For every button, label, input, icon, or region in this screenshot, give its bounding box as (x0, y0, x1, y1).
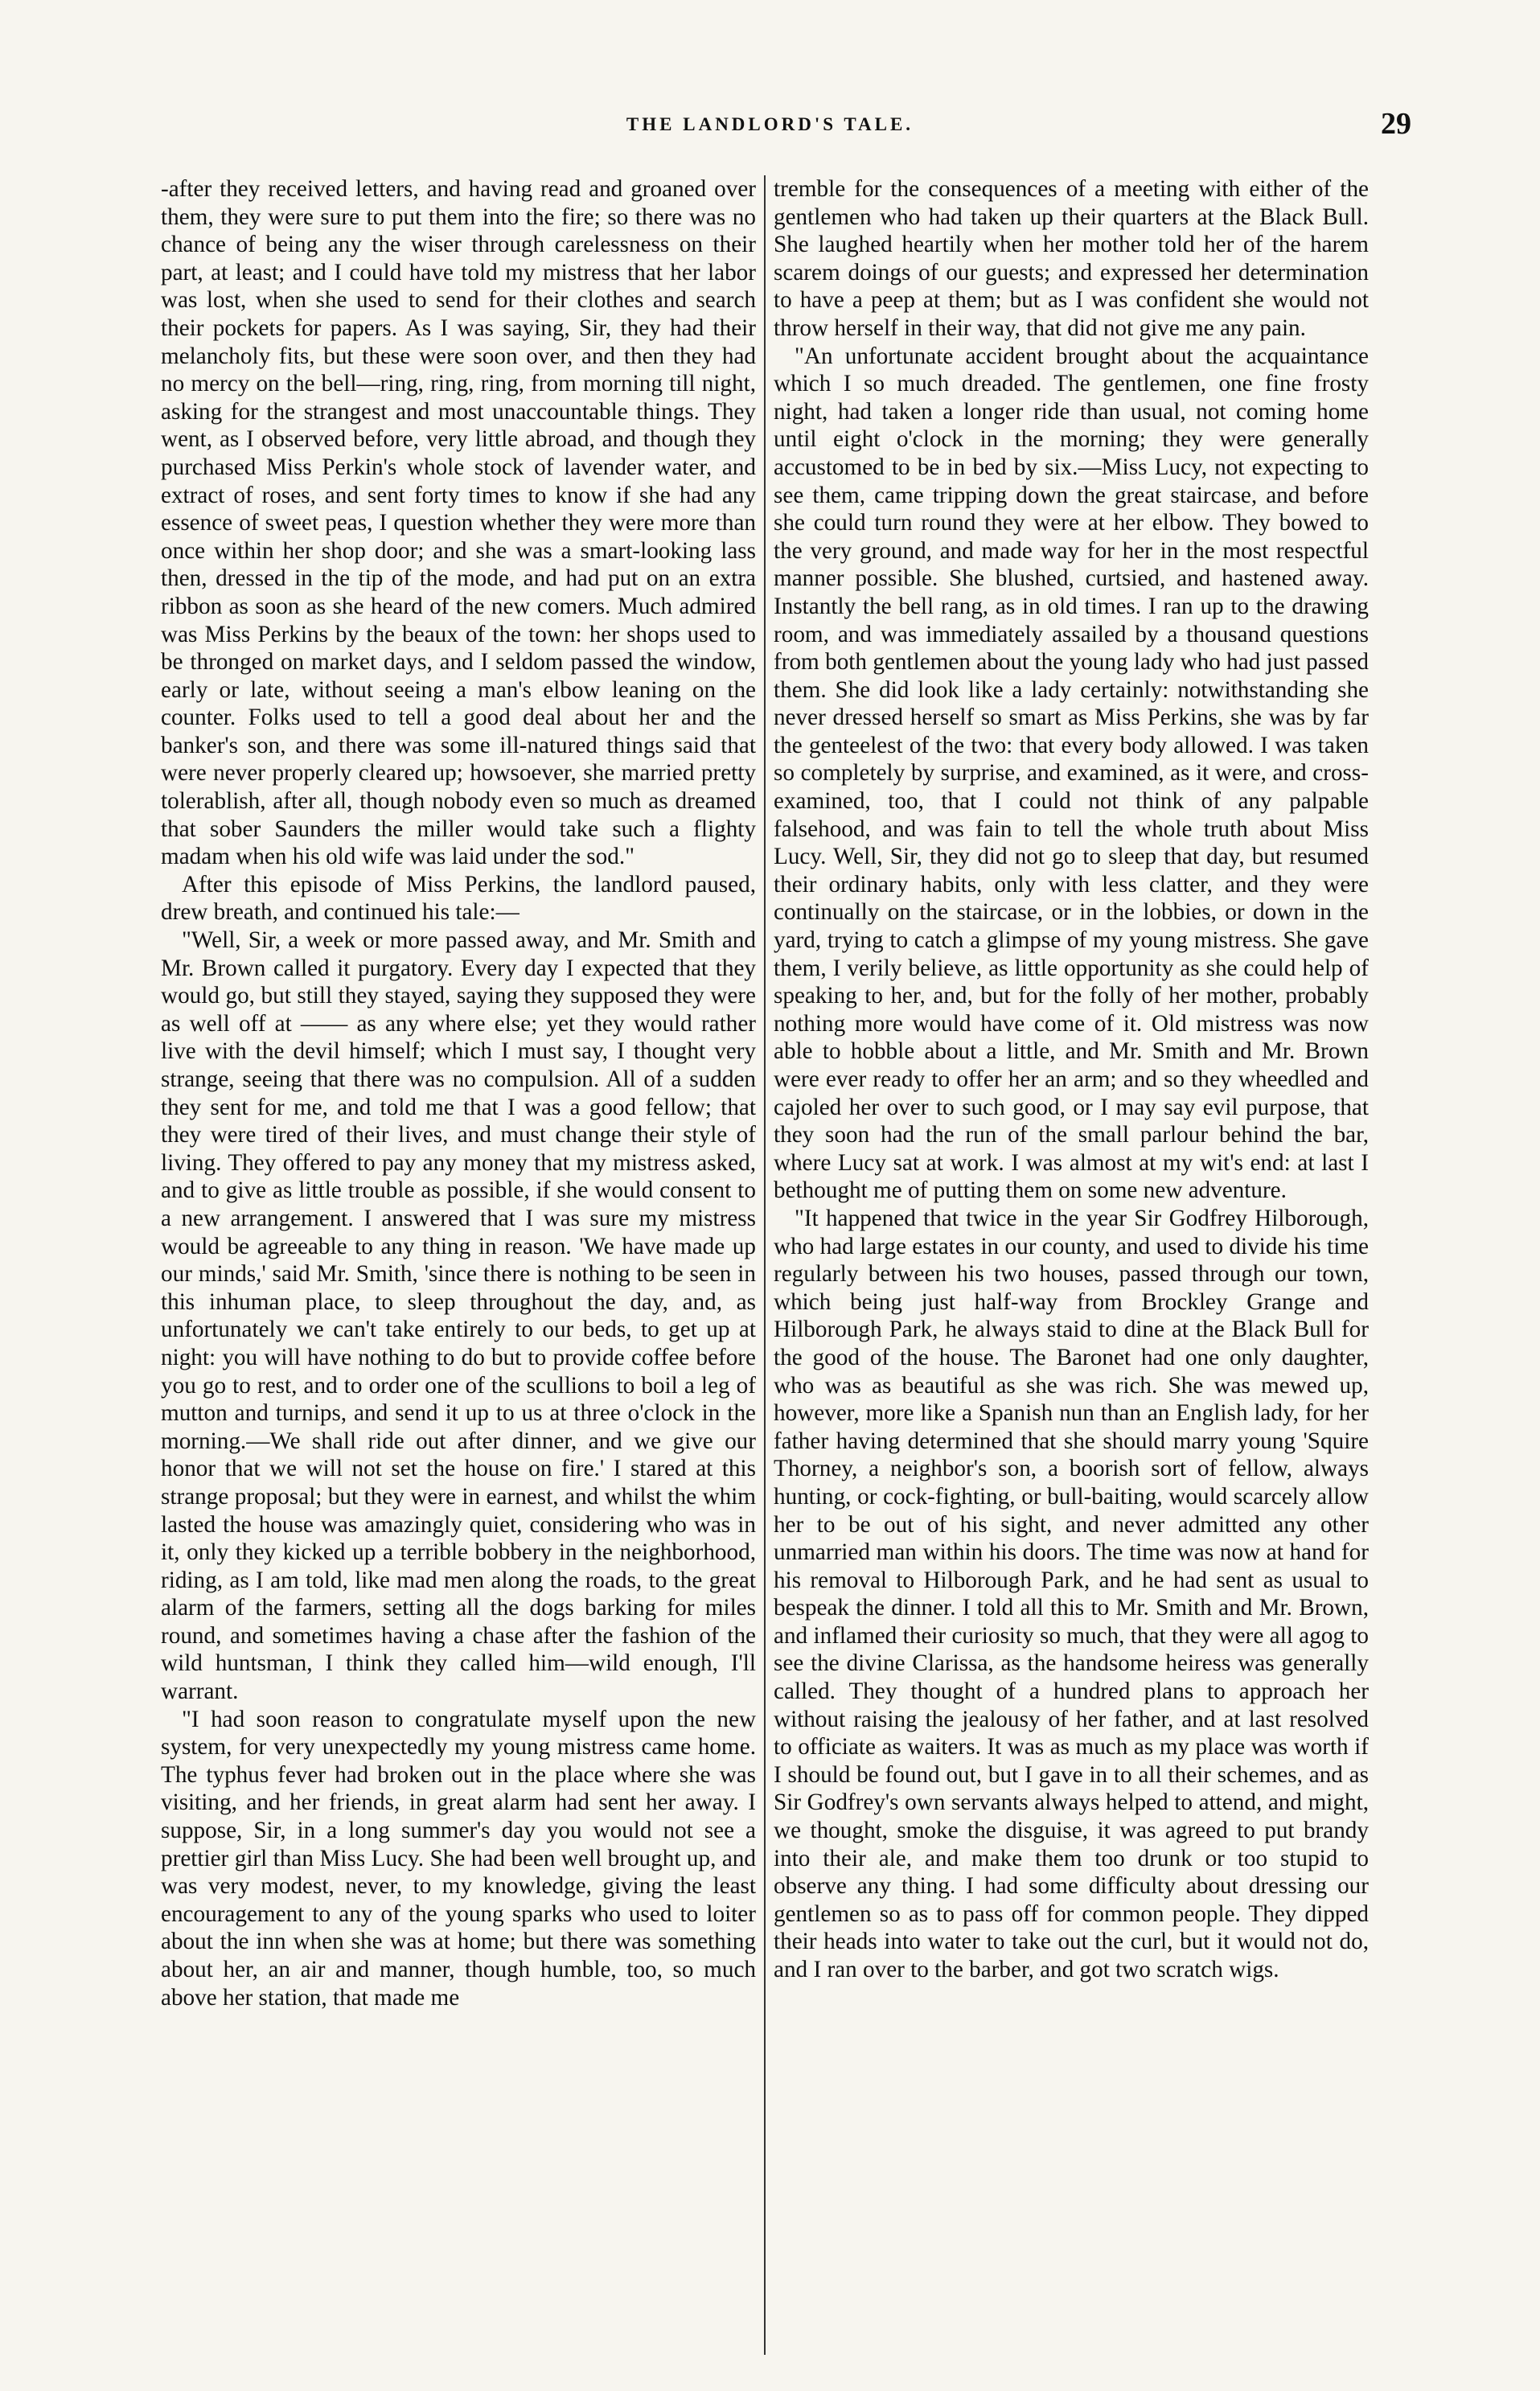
paragraph: After this episode of Miss Perkins, the landlord paused, drew breath, and continued his tale:— (161, 871, 756, 926)
left-column (161, 175, 756, 2367)
page-header (129, 107, 1411, 154)
paragraph: "I had soon reason to congratulate myself upon the new system, for very unexpectedly my young mistress came home. The typhus fever had broken out in the place where she was visiting, and her friends, in great alarm had sent her away. I suppose, Sir, in a long summer's day you would not see a prettier girl than Miss Lucy. She had been well brought up, and was very modest, never, to my knowledge, giving the least encouragement to any of the young sparks who used to loiter about the inn when she was at home; but there was something about her, an air and manner, though humble, too, so much above her station, that made me (161, 1706, 756, 2011)
paragraph: -after they received letters, and having read and groaned over them, they were sure to put them into the fire; so there was no chance of being any the wiser through carelessness on their part, at least; and I could have told my mistress that her labor was lost, when she used to send for their clothes and search their pockets for papers. As I was saying, Sir, they had their melancholy fits, but these were soon over, and then they had no mercy on the bell—ring, ring, ring, from morning till night, asking for the strangest and most unaccountable things. They went, as I observed before, very little abroad, and though they purchased Miss Perkin's whole stock of lavender water, and extract of roses, and sent forty times to know if she had any essence of sweet peas, I question whether they were more than once within her shop door; and she was a smart-looking lass then, dressed in the tip of the mode, and had put on an extra ribbon as soon as she heard of the new comers. Much admired was Miss Perkins by the beaux of the town: her shops used to be thronged on market days, and I seldom passed the window, early or late, without seeing a man's elbow leaning on the counter. Folks used to tell a good deal about her and the banker's son, and there was some ill-natured things said that were never properly cleared up; howsoever, she married pretty tolerablish, after all, though nobody even so much as dreamed that sober Saunders the miller would take such a flighty madam when his old wife was laid under the sod." (161, 176, 756, 870)
column-divider (764, 175, 766, 2355)
paragraph: "It happened that twice in the year Sir Godfrey Hilborough, who had large estates in our county, and used to divide his time regularly between his two houses, passed through our town, which being just half-way from Brockley Grange and Hilborough Park, he always staid to dine at the Black Bull for the good of the house. The Baronet had one only daughter, who was as beautiful as she was rich. She was mewed up, however, more like a Spanish nun than an English lady, for her father having determined that she should marry young 'Squire Thorney, a neighbor's son, a boorish sort of fellow, always hunting, or cock-fighting, or bull-baiting, would scarcely allow her to be out of his sight, and never admitted any other unmarried man within his doors. The time was now at hand for his removal to Hilborough Park, and he had sent as usual to bespeak the dinner. I told all this to Mr. Smith and Mr. Brown, and inflamed their curiosity so much, that they were all agog to see the divine Clarissa, as the handsome heiress was generally called. They thought of a hundred plans to approach her without raising the jealousy of her father, and at last resolved to officiate as waiters. It was as much as my place was worth if I should be found out, but I gave in to all their schemes, and as Sir Godfrey's own servants always helped to attend, and might, we thought, smoke the disguise, it was agreed to put brandy into their ale, and make them too drunk or too stupid to observe any thing. I had some difficulty about dressing our gentlemen so as to pass off for common people. They dipped their heads into water to take out the curl, but it would not do, and I ran over to the barber, and got two scratch wigs. (774, 1205, 1369, 1982)
right-column (774, 175, 1369, 2367)
paragraph: "An unfortunate accident brought about the acquaintance which I so much dreaded. The gentlemen, one fine frosty night, had taken a longer ride than usual, not coming home until eight o'clock in the morning; they were generally accustomed to be in bed by six.—Miss Lucy, not expecting to see them, came tripping down the great staircase, and before she could turn round they were at her elbow. They bowed to the very ground, and made way for her in the most respectful manner possible. She blushed, curtsied, and hastened away. Instantly the bell rang, as in old times. I ran up to the drawing room, and was immediately assailed by a thousand questions from both gentlemen about the young lady who had just passed them. She did look like a lady certainly: notwithstanding she never dressed herself so smart as Miss Perkins, she was by far the genteelest of the two: that every body allowed. I was taken so completely by surprise, and examined, as it were, and cross-examined, too, that I could not think of any palpable falsehood, and was fain to tell the whole truth about Miss Lucy. Well, Sir, they did not go to sleep that day, but resumed their ordinary habits, only with less clatter, and they were continually on the staircase, or in the lobbies, or down in the yard, trying to catch a glimpse of my young mistress. She gave them, I verily believe, as little opportunity as she could help of speaking to her, and, but for the folly of her mother, probably nothing more would have come of it. Old mistress was now able to hobble about a little, and Mr. Smith and Mr. Brown were ever ready to offer her an arm; and so they wheedled and cajoled her over to such good, or I may say evil purpose, that they soon had the run of the small parlour behind the bar, where Lucy sat at work. I was almost at my wit's end: at last I bethought me of putting them on some new adventure. (774, 343, 1369, 1204)
paragraph: "Well, Sir, a week or more passed away, and Mr. Smith and Mr. Brown called it purgatory. Every day I expected that they would go, but still they stayed, saying they supposed they were as well off at —— as any where else; yet they would rather live with the devil himself; which I must say, I thought very strange, seeing that there was no compulsion. All of a sudden they sent for me, and told me that I was a good fellow; that they were tired of their lives, and must change their style of living. They offered to pay any money that my mistress asked, and to give as little trouble as possible, if she would consent to a new arrangement. I answered that I was sure my mistress would be agreeable to any thing in reason. 'We have made up our minds,' said Mr. Smith, 'since there is nothing to be seen in this inhuman place, to sleep throughout the day, and, as unfortunately we can't take entirely to our beds, to get up at night: you will have nothing to do but to provide coffee before you go to rest, and to order one of the scullions to boil a leg of mutton and turnips, and send it up to us at three o'clock in the morning.—We shall ride out after dinner, and we give our honor that we will not set the house on fire.' I stared at this strange proposal; but they were in earnest, and whilst the whim lasted the house was amazingly quiet, considering who was in it, only they kicked up a terrible bobbery in the neighborhood, riding, as I am told, like mad men along the roads, to the great alarm of the farmers, setting all the dogs barking for miles round, and sometimes having a chase after the fashion of the wild huntsman, I think they called him—wild enough, I'll warrant. (161, 927, 756, 1705)
page-number: 29 (1381, 107, 1411, 141)
running-title: THE LANDLORD'S TALE. (626, 114, 914, 134)
paragraph: tremble for the consequences of a meeting with either of the gentlemen who had taken up their quarters at the Black Bull. She laughed heartily when her mother told her of the harem scarem doings of our guests; and expressed her determination to have a peep at them; but as I was confident she would not throw herself in their way, that did not give me any pain. (774, 176, 1369, 341)
